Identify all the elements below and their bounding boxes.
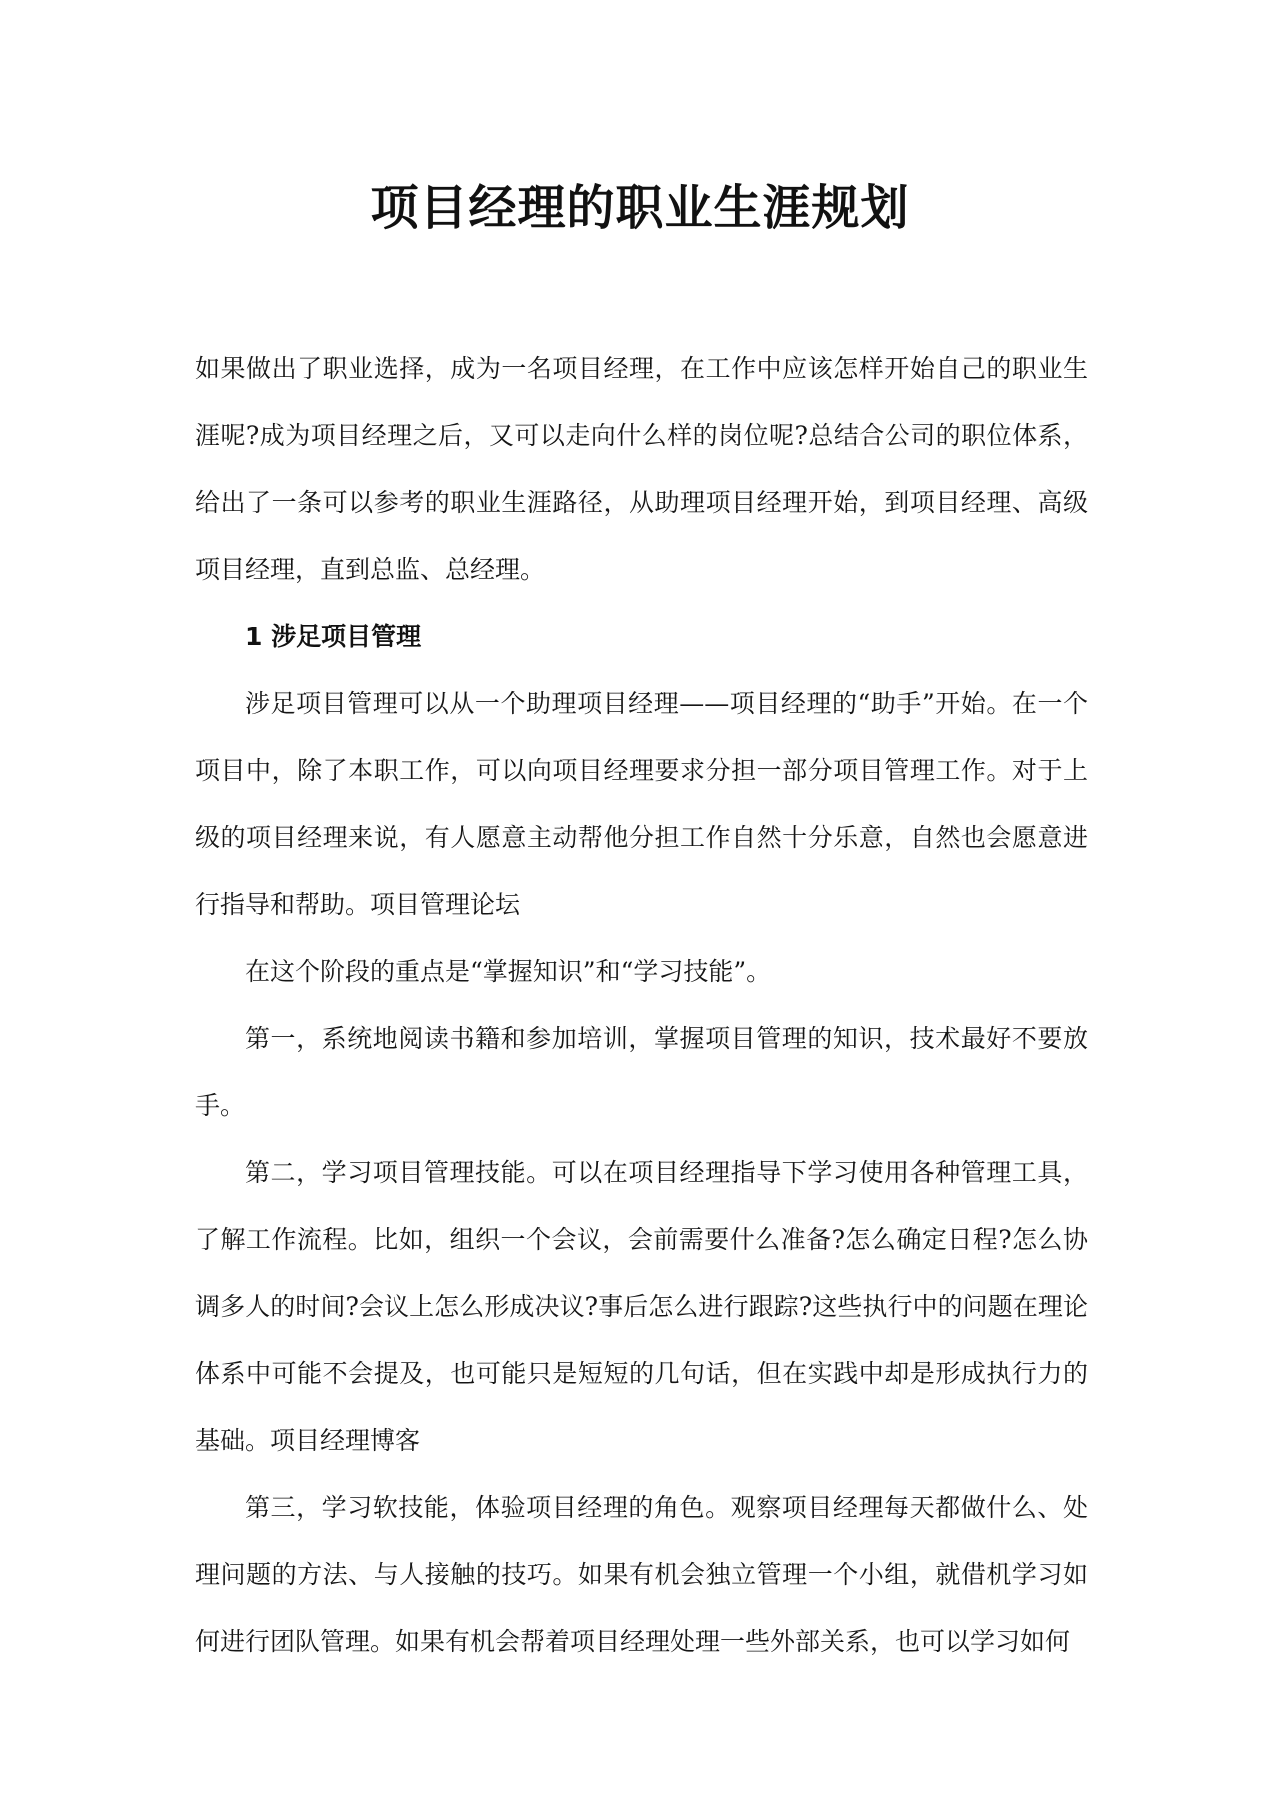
body-paragraph-2: 在这个阶段的重点是“掌握知识”和“学习技能”。 (245, 957, 772, 986)
body-paragraph-5: 第三，学习软技能，体验项目经理的角色。观察项目经理每天都做什么、处理问题的方法、与人接触的技巧。如果有机会独立管理一个小组，就借机学习如何进行团队管理。如果有机会帮着项目经理处理一些外部关系，也可以学习如何 (195, 1493, 1088, 1656)
body-paragraph-3: 第一，系统地阅读书籍和参加培训，掌握项目管理的知识，技术最好不要放手。 (195, 1024, 1088, 1120)
intro-paragraph: 如果做出了职业选择，成为一名项目经理，在工作中应该怎样开始自己的职业生涯呢?成为项目经理之后，又可以走向什么样的岗位呢?总结合公司的职位体系，给出了一条可以参考的职业生涯路径，从助理项目经理开始，到项目经理、高级项目经理，直到总监、总经理。 (195, 354, 1088, 584)
body-paragraph-1: 涉足项目管理可以从一个助理项目经理——项目经理的“助手”开始。在一个项目中，除了本职工作，可以向项目经理要求分担一部分项目管理工作。对于上级的项目经理来说，有人愿意主动帮他分担工作自然十分乐意，自然也会愿意进行指导和帮助。项目管理论坛 (195, 689, 1088, 919)
section-heading: 1 涉足项目管理 (245, 622, 422, 651)
document-title: 项目经理的职业生涯规划 (370, 180, 910, 236)
body-paragraph-4: 第二，学习项目管理技能。可以在项目经理指导下学习使用各种管理工具，了解工作流程。比如，组织一个会议，会前需要什么准备?怎么确定日程?怎么协调多人的时间?会议上怎么形成决议?事后怎么进行跟踪?这些执行中的问题在理论体系中可能不会提及，也可能只是短短的几句话，但在实践中却是形成执行力的基础。项目经理博客 (195, 1158, 1088, 1455)
document-body (195, 335, 1088, 1675)
